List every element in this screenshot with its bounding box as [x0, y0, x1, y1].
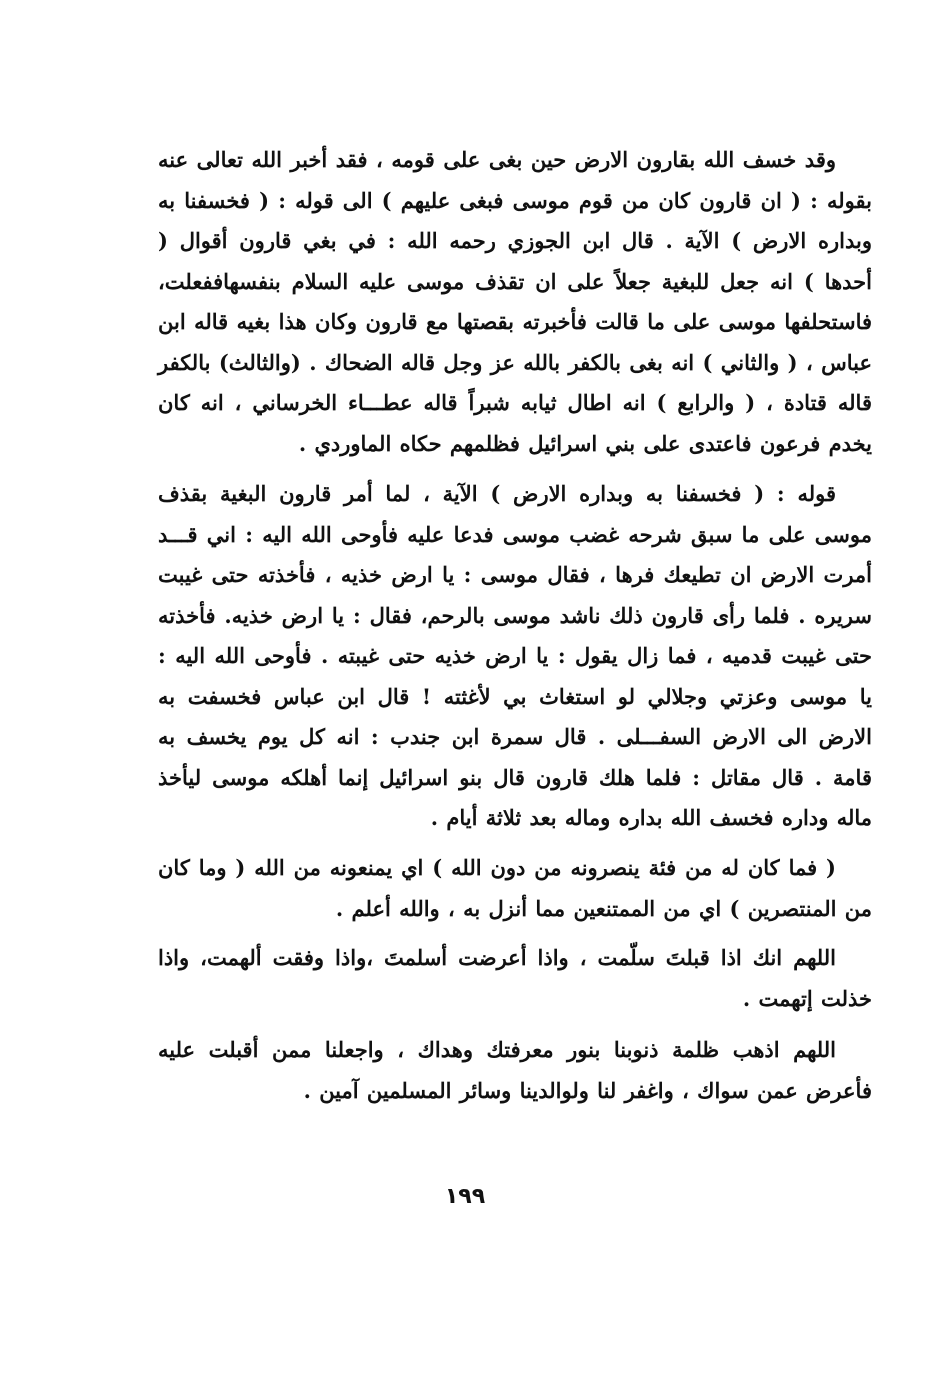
paragraph-supplication-2: [158, 1030, 872, 1111]
paragraph-qarun-aggression: [158, 140, 872, 464]
paragraph-supplication-1: [158, 938, 872, 1019]
paragraph-text: وقد خسف الله بقارون الارض حين بغى على قومه ، فقد أخبر الله تعالى عنه بقوله : ( ان قارون كان من قوم موسى فبغى عليهم ) الى قوله : ( فخسفنا به وبداره الارض ) الآية . قال ابن الجوزي رحمه الله : في بغي قارون أقوال ( أحدها ) انه جعل للبغية جعلاً على ان تقذف موسى عليه السلام بنفسهاففعلت، فاستحلفها موسى على ما قالت فأخبرته بقصتها مع قارون وكان هذا بغيه قاله ابن عباس ، ( والثاني ) انه بغى بالكفر بالله عز وجل قاله الضحاك . (والثالث) بالكفر قاله قتادة ، ( والرابع ) انه اطال ثيابه شبراً قاله عطـــاء الخرساني ، انه كان يخدم فرعون فاعتدى على بني اسرائيل فظلمهم حكاه الماوردي .: [158, 147, 872, 456]
paragraph-text: اللهم انك اذا قبلتَ سلّمت ، واذا أعرضت أسلمتَ ،واذا وفقت ألهمت، واذا خذلت إتهمت .: [158, 945, 872, 1011]
paragraph-text: ( فما كان له من فئة ينصرونه من دون الله ) اي يمنعونه من الله ( وما كان من المنتصرين ) اي من الممتنعين مما أنزل به ، والله أعلم .: [158, 855, 872, 921]
page-number: ١٩٩: [444, 1184, 486, 1209]
paragraph-no-helpers: [158, 848, 872, 929]
paragraph-earth-swallowing: [158, 474, 872, 839]
paragraph-text: اللهم اذهب ظلمة ذنوبنا بنور معرفتك وهداك ، واجعلنا ممن أقبلت عليه فأعرض عمن سواك ، واغفر لنا ولوالدينا وسائر المسلمين آمين .: [158, 1037, 872, 1103]
paragraph-text: قوله : ( فخسفنا به وبداره الارض ) الآية ، لما أمر قارون البغية بقذف موسى على ما سبق شرحه غضب موسى فدعا عليه فأوحى الله اليه : اني قـــد أمرت الارض ان تطيعك فرها ، فقال موسى : يا ارض خذيه ، فأخذته حتى غيبت سريره . فلما رأى قارون ذلك ناشد موسى بالرحم، فقال : يا ارض خذيه. فأخذته حتى غيبت قدميه ، فما زال يقول : يا ارض خذيه حتى غيبته . فأوحى الله اليه : يا موسى وعزتي وجلالي لو استغاث بي لأغثته ! قال ابن عباس فخسفت به الارض الى الارض السفـــلى . قال سمرة ابن جندب : انه كل يوم يخسف به قامة . قال مقاتل : فلما هلك قارون قال بنو اسرائيل إنما أهلكه موسى ليأخذ ماله وداره فخسف الله بداره وماله بعد ثلاثة أيام .: [158, 481, 872, 830]
